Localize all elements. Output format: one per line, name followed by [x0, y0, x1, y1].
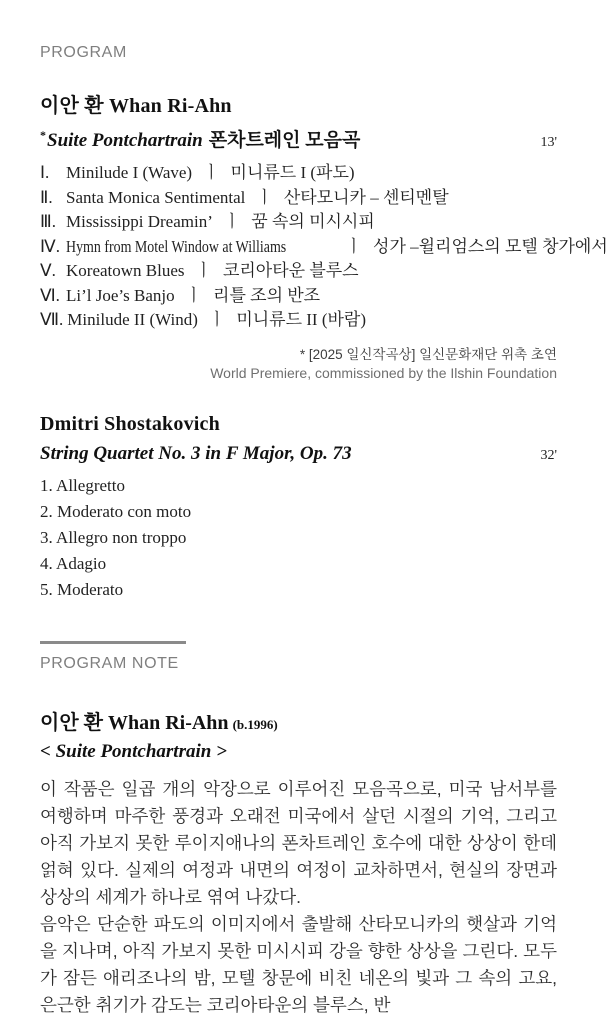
work-title-row	[40, 125, 557, 152]
movement-row	[40, 284, 557, 309]
movement-number: Ⅲ.	[40, 212, 56, 231]
movement-title-ko: 꿈 속의 미시시피	[251, 212, 375, 231]
work-title	[40, 443, 352, 465]
work-title-en	[40, 127, 203, 151]
note-composer-heading	[40, 706, 557, 735]
movement-title-en: Mississippi Dreamin’	[66, 212, 213, 231]
movement-separator: ㅣ	[195, 261, 212, 280]
movement-title-ko: 미니류드 I (파도)	[230, 163, 355, 182]
movement-row: 2. Moderato con moto	[40, 501, 192, 521]
composer-birth-year: (b.1996)	[232, 716, 278, 732]
movement-separator: ㅣ	[203, 163, 220, 182]
movement-title-en: Li’l Joe’s Banjo	[66, 285, 175, 305]
movement-title-en: Minilude I (Wave)	[66, 163, 193, 182]
movement-row: 5. Moderato	[40, 579, 124, 599]
work-title-en-text: Suite Pontchartrain	[47, 130, 203, 151]
footnote-korean: * [2025 일신작곡상] 일신문화재단 위촉 초연	[299, 346, 557, 362]
duration: 13'	[540, 135, 557, 150]
movement-title-en: Hymn from Motel Window at Williams	[66, 236, 287, 256]
movement-title-ko: 리틀 조의 반조	[213, 285, 321, 305]
movement-number: Ⅰ.	[40, 163, 50, 182]
movement-row	[40, 186, 557, 211]
premiere-mark: *	[40, 127, 46, 142]
movement-number: Ⅶ.	[40, 310, 64, 329]
movement-row	[40, 161, 557, 186]
composer-name: Dmitri Shostakovich	[40, 412, 220, 435]
work-title	[40, 125, 360, 152]
piece-shostakovich	[40, 413, 557, 603]
movement-row	[40, 235, 608, 260]
movement-title-en: Koreatown Blues	[66, 261, 185, 280]
movement-row	[40, 210, 557, 235]
work-title-en-text: String Quartet No. 3 in F Major, Op. 73	[40, 442, 352, 464]
movement-row	[40, 259, 557, 284]
movement-separator: ㅣ	[208, 310, 226, 329]
program-note-section-label: PROGRAM NOTE	[40, 654, 179, 672]
piece-whan-ri-ahn	[40, 89, 608, 383]
movement-number: Ⅳ.	[40, 236, 60, 256]
note-paragraph: 음악은 단순한 파도의 이미지에서 출발해 산타모니카의 햇살과 기억을 지나며, 아직 가보지 못한 미시시피 강을 향한 상상을 그린다. 모두가 잠든 애리조나의 밤, 모텔 창문에 비친 네온의 빛과 그 속의 고요, 은근한 취기가 감도는 코리아타운의 블루스, 반	[40, 913, 557, 1015]
movement-separator: ㅣ	[185, 285, 203, 305]
movement-separator: ㅣ	[223, 212, 241, 231]
movement-number: Ⅱ.	[40, 187, 53, 207]
work-title-ko: 폰차트레인 모음곡	[208, 130, 361, 151]
movement-row: 3. Allegro non troppo	[40, 527, 187, 547]
movement-row: 4. Adagio	[40, 553, 107, 573]
movement-number: Ⅵ.	[40, 285, 60, 305]
footnote-english: World Premiere, commissioned by the Ilshin Foundation	[210, 364, 557, 381]
movement-title-en: Minilude II (Wind)	[67, 310, 198, 329]
note-body	[40, 776, 557, 1019]
movement-title-ko: 성가 –윌리엄스의 모텔 창가에서	[373, 236, 608, 256]
movement-title-en: Santa Monica Sentimental	[66, 187, 246, 207]
movement-title-ko: 산타모니카 – 센티멘탈	[283, 187, 449, 207]
movement-row	[40, 308, 557, 333]
movement-list	[40, 161, 608, 333]
movement-title-ko: 미니류드 II (바람)	[236, 310, 366, 329]
work-title-row	[40, 443, 557, 465]
section-divider	[40, 641, 186, 644]
note-paragraph: 이 작품은 일곱 개의 악장으로 이루어진 모음곡으로, 미국 남서부를 여행하며 마주한 풍경과 오래전 미국에서 살던 시절의 기억, 그리고 아직 가보지 못한 루이지애나의 폰차트레인 호수에 대한 상상이 한데 얽혀 있다. 실제의 여정과 내면의 여정이 교차하면서, 현실의 장면과 상상의 세계가 하나로 엮여 나갔다.	[40, 778, 557, 907]
movement-row: 1. Allegretto	[40, 475, 125, 495]
movement-title-ko: 코리아타운 블루스	[222, 261, 359, 280]
movement-separator: ㅣ	[345, 236, 363, 256]
movement-separator: ㅣ	[256, 187, 273, 207]
composer-name: 이안 환 Whan Ri-Ahn	[40, 95, 232, 117]
movement-number: Ⅴ.	[40, 261, 56, 280]
duration: 32'	[540, 447, 557, 463]
program-section-label: PROGRAM	[40, 44, 127, 61]
movement-list	[40, 473, 557, 603]
program-note-section	[40, 641, 557, 1019]
premiere-footnote	[40, 346, 557, 383]
note-composer-name: 이안 환 Whan Ri-Ahn	[40, 711, 229, 734]
note-work-heading: < Suite Pontchartrain >	[40, 740, 227, 762]
